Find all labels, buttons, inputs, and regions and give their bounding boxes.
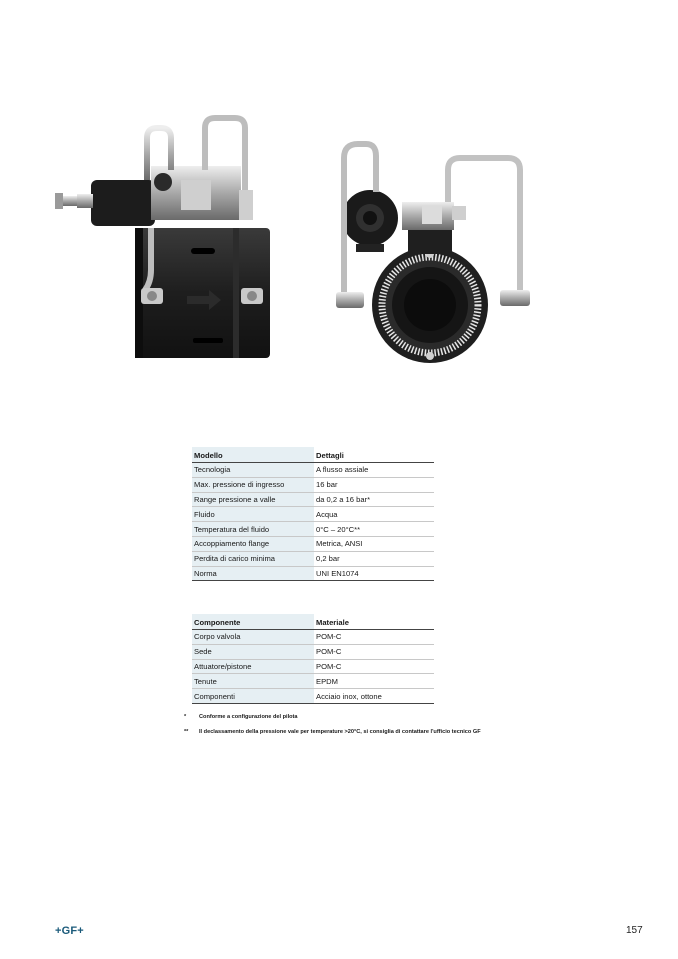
- valve-front-view-image: [330, 110, 540, 370]
- table-row: [192, 551, 434, 566]
- footnote-text: Il declassamento della pressione vale per temperature >20°C, si consiglia di contattare l'ufficio tecnico GF: [199, 729, 481, 735]
- row-label: Sede: [192, 644, 314, 659]
- materials-table-header: [192, 614, 434, 630]
- column-header-model: Modello: [192, 447, 314, 463]
- row-label: Componenti: [192, 689, 314, 704]
- materials-table: [192, 614, 434, 704]
- row-label: Perdita di carico minima: [192, 551, 314, 566]
- table-row: [192, 689, 434, 704]
- column-header-details: Dettagli: [314, 447, 434, 463]
- page-number: 157: [626, 925, 643, 936]
- table-row: [192, 659, 434, 674]
- row-label: Max. pressione di ingresso: [192, 477, 314, 492]
- row-label: Tecnologia: [192, 463, 314, 478]
- row-value: 0,2 bar: [314, 551, 434, 566]
- column-header-material: Materiale: [314, 614, 434, 630]
- row-value: UNI EN1074: [314, 566, 434, 581]
- row-label: Accoppiamento flange: [192, 536, 314, 551]
- column-header-component: Componente: [192, 614, 314, 630]
- table-row: [192, 566, 434, 581]
- footnote-2: [184, 729, 481, 735]
- table-row: [192, 674, 434, 689]
- table-row: [192, 522, 434, 537]
- table-row: [192, 536, 434, 551]
- row-value: EPDM: [314, 674, 434, 689]
- footnote-mark: *: [184, 714, 187, 720]
- row-value: 16 bar: [314, 477, 434, 492]
- details-table-header: [192, 447, 434, 463]
- row-label: Tenute: [192, 674, 314, 689]
- table-row: [192, 463, 434, 478]
- row-label: Attuatore/pistone: [192, 659, 314, 674]
- gf-logo: +GF+: [55, 925, 84, 937]
- row-value: Acqua: [314, 507, 434, 522]
- row-label: Fluido: [192, 507, 314, 522]
- row-value: Acciaio inox, ottone: [314, 689, 434, 704]
- row-value: da 0,2 a 16 bar*: [314, 492, 434, 507]
- footnote-text: Conforme a configurazione del pilota: [199, 714, 298, 720]
- table-row: [192, 630, 434, 645]
- row-value: POM-C: [314, 659, 434, 674]
- details-table: [192, 447, 434, 581]
- row-label: Temperatura del fluido: [192, 522, 314, 537]
- row-label: Norma: [192, 566, 314, 581]
- table-row: [192, 477, 434, 492]
- footnote-mark: **: [184, 729, 189, 735]
- row-value: Metrica, ANSI: [314, 536, 434, 551]
- table-row: [192, 492, 434, 507]
- valve-side-view-image: [55, 110, 285, 370]
- row-value: POM-C: [314, 644, 434, 659]
- table-row: [192, 644, 434, 659]
- footnote-1: [184, 714, 298, 720]
- row-value: A flusso assiale: [314, 463, 434, 478]
- table-row: [192, 507, 434, 522]
- row-label: Corpo valvola: [192, 630, 314, 645]
- row-label: Range pressione a valle: [192, 492, 314, 507]
- row-value: POM-C: [314, 630, 434, 645]
- row-value: 0°C – 20°C**: [314, 522, 434, 537]
